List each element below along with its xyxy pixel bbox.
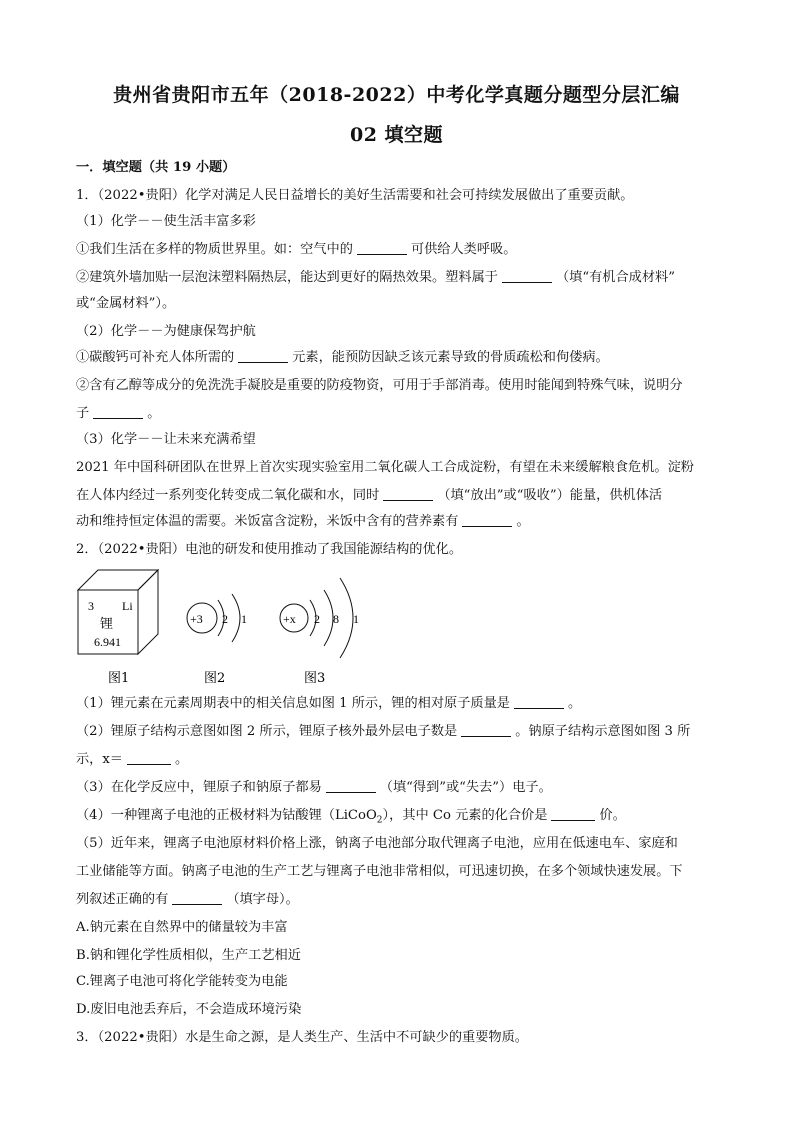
lithium-shell-1: 2 bbox=[222, 612, 228, 626]
answer-blank[interactable] bbox=[383, 486, 433, 501]
document-title: 贵州省贵阳市五年（2018-2022）中考化学真题分题型分层汇编 bbox=[113, 84, 680, 106]
q2-part5-line2: 工业储能等方面。钠离子电池的生产工艺与锂离子电池非常相似，可迅速切换，在多个领域快速发展。下 bbox=[76, 864, 683, 879]
answer-blank[interactable] bbox=[462, 512, 512, 527]
answer-blank[interactable] bbox=[551, 806, 595, 821]
answer-blank[interactable] bbox=[93, 404, 143, 419]
element-name: 锂 bbox=[100, 617, 114, 632]
q2-option-a: A.钠元素在自然界中的储量较为丰富 bbox=[76, 920, 288, 935]
sodium-shell-2: 8 bbox=[333, 612, 339, 626]
q2-part1: （1）锂元素在元素周期表中的相关信息如图 1 所示，锂的相对原子质量是 。 bbox=[76, 696, 582, 711]
document-subtitle: 02 填空题 bbox=[349, 124, 444, 146]
periodic-cell-figure bbox=[78, 570, 158, 686]
q2-stem: 2．（2022•贵阳）电池的研发和使用推动了我国能源结构的优化。 bbox=[76, 542, 463, 557]
figure1-caption: 图1 bbox=[108, 671, 130, 686]
q1-part2-b: ②含有乙醇等成分的免洗洗手凝胶是重要的防疫物资，可用于手部消毒。使用时能闻到特殊气味，说明分 bbox=[76, 378, 683, 393]
answer-blank[interactable] bbox=[514, 694, 564, 709]
q2-part2: （2）锂原子结构示意图如图 2 所示，锂原子核外最外层电子数是 。钠原子结构示意图如图 3 所 bbox=[76, 724, 691, 739]
q1-part1-b-cont: 或“金属材料”）。 bbox=[76, 296, 176, 311]
lithium-shell-2: 1 bbox=[241, 612, 247, 626]
q3-stem: 3．（2022•贵阳）水是生命之源，是人类生产、生活中不可缺少的重要物质。 bbox=[76, 1030, 528, 1045]
element-symbol: Li bbox=[122, 599, 133, 613]
q2-option-c: C.锂离子电池可将化学能转变为电能 bbox=[76, 974, 288, 989]
answer-blank[interactable] bbox=[127, 750, 171, 765]
sodium-shell-1: 2 bbox=[314, 612, 320, 626]
q1-part2-a: ①碳酸钙可补充人体所需的 元素，能预防因缺乏该元素导致的骨质疏松和佝偻病。 bbox=[76, 350, 609, 365]
q2-part3: （3）在化学反应中，锂原子和钠原子都易 （填“得到”或“失去”）电子。 bbox=[76, 780, 552, 795]
answer-blank[interactable] bbox=[461, 722, 511, 737]
q2-option-b: B.钠和锂化学性质相似，生产工艺相近 bbox=[76, 948, 301, 963]
q2-part2-cont: 示，x＝ 。 bbox=[76, 752, 189, 767]
q2-part5-line1: （5）近年来，锂离子电池原材料价格上涨，钠离子电池部分取代锂离子电池，应用在低速电车、家庭和 bbox=[76, 836, 678, 851]
figure2-caption: 图2 bbox=[204, 671, 226, 686]
lithium-atom-figure bbox=[187, 594, 247, 686]
q1-part1-heading: （1）化学－－使生活丰富多彩 bbox=[76, 214, 256, 229]
section-heading: 一．填空题（共 19 小题） bbox=[76, 160, 236, 175]
q1-stem: 1．（2022•贵阳）化学对满足人民日益增长的美好生活需要和社会可持续发展做出了重要贡献。 bbox=[76, 188, 634, 203]
answer-blank[interactable] bbox=[326, 778, 376, 793]
q1-part1-b: ②建筑外墙加贴一层泡沫塑料隔热层，能达到更好的隔热效果。塑料属于 （填“有机合成材料” bbox=[76, 270, 675, 285]
sodium-shell-3: 1 bbox=[353, 612, 359, 626]
q1-part1-a: ①我们生活在多样的物质世界里。如：空气中的 可供给人类呼吸。 bbox=[76, 242, 517, 257]
q1-part2-b-cont: 子 。 bbox=[76, 406, 161, 421]
q1-part3-line3: 动和维持恒定体温的需要。米饭富含淀粉，米饭中含有的营养素有 。 bbox=[76, 514, 530, 529]
answer-blank[interactable] bbox=[502, 268, 552, 283]
q1-part2-heading: （2）化学－－为健康保驾护航 bbox=[76, 324, 256, 339]
answer-blank[interactable] bbox=[172, 890, 222, 905]
q1-part3-heading: （3）化学－－让未来充满希望 bbox=[76, 432, 256, 447]
element-mass: 6.941 bbox=[94, 635, 121, 649]
atom-figures bbox=[76, 566, 406, 696]
lithium-nucleus: +3 bbox=[190, 612, 203, 626]
element-number: 3 bbox=[88, 599, 94, 613]
q1-part3-line2: 在人体内经过一系列变化转变成二氧化碳和水，同时 （填“放出”或“吸收”）能量，供机体活 bbox=[76, 488, 663, 503]
q2-option-d: D.废旧电池丢弃后，不会造成环境污染 bbox=[76, 1002, 302, 1017]
sodium-atom-figure bbox=[280, 578, 359, 686]
answer-blank[interactable] bbox=[357, 240, 407, 255]
figure3-caption: 图3 bbox=[304, 671, 326, 686]
q2-part5-line3: 列叙述正确的有 （填字母）。 bbox=[76, 892, 299, 907]
sodium-nucleus: +x bbox=[283, 612, 296, 626]
q2-part4: （4）一种锂离子电池的正极材料为钴酸锂（LiCoO$_2$），其中 Co 元素的化合价是 价。 bbox=[76, 808, 626, 826]
answer-blank[interactable] bbox=[238, 348, 288, 363]
q1-part3-line1: 2021 年中国科研团队在世界上首次实现实验室用二氧化碳人工合成淀粉，有望在未来缓解粮食危机。淀粉 bbox=[76, 460, 694, 475]
